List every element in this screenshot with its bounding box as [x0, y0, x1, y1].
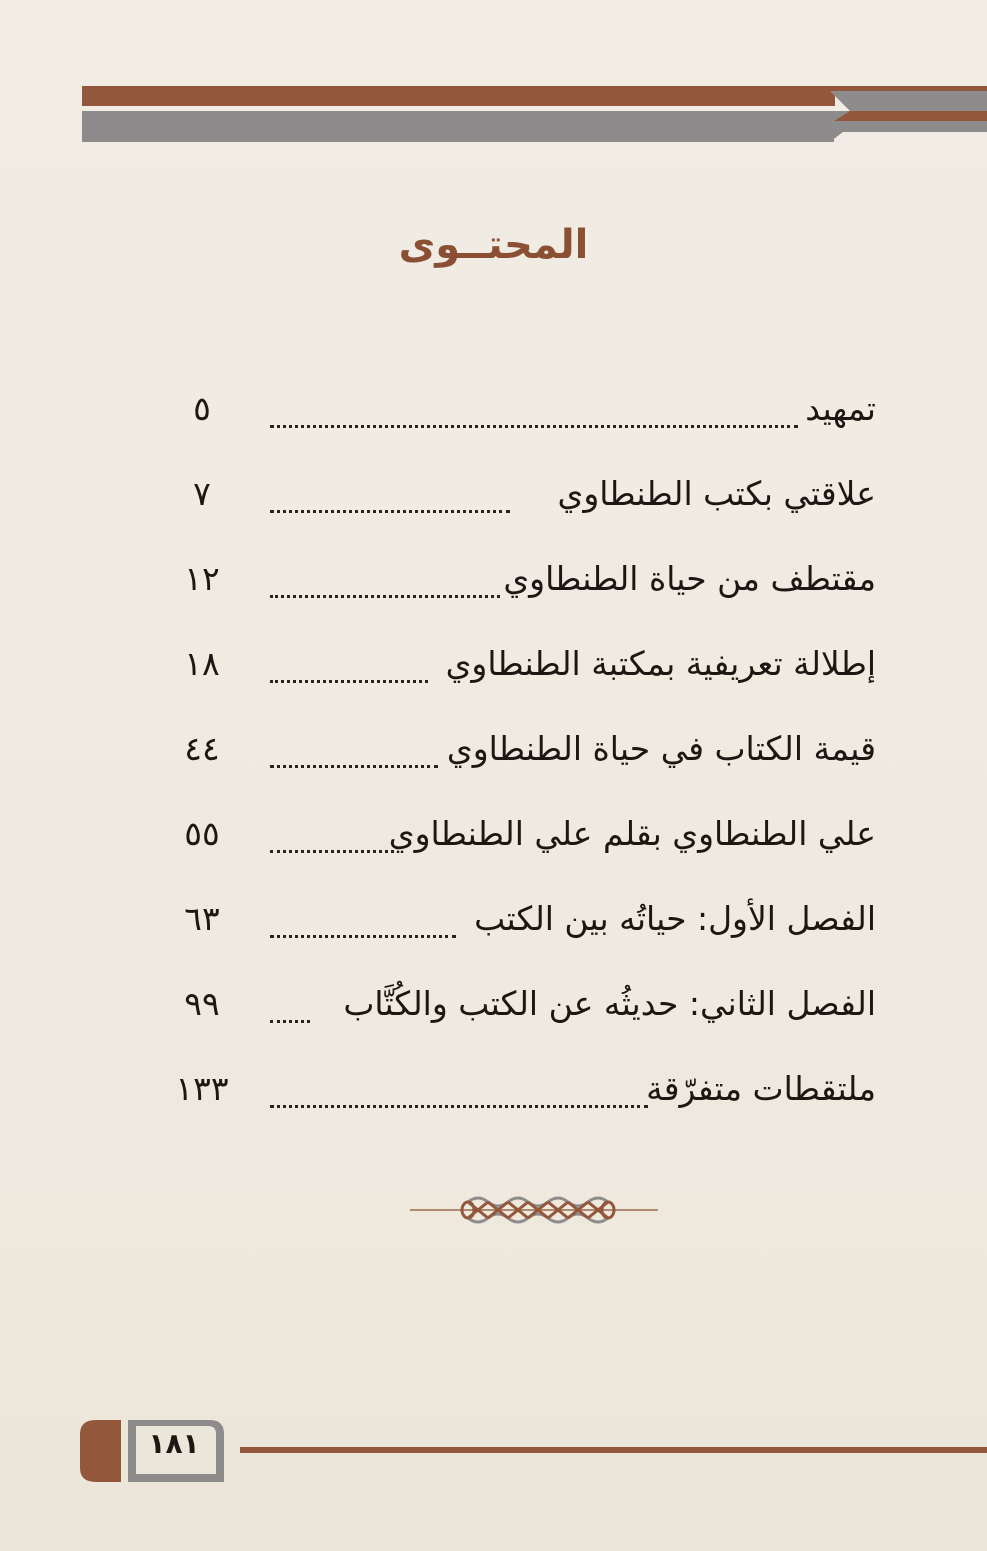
toc-entry-page: ٧ [193, 474, 211, 513]
toc-entry-title: علاقتي بكتب الطنطاوي [557, 474, 876, 513]
toc-entry-page: ٥ [193, 389, 211, 428]
page-number: ١٨١ [148, 1427, 200, 1460]
toc-leader-dots [270, 1016, 310, 1023]
toc-entry [170, 383, 876, 468]
toc-entry-page: ٥٥ [184, 814, 220, 853]
toc-leader-dots [270, 591, 500, 598]
toc-leader-dots [270, 421, 798, 428]
toc-entry-page: ١٨ [184, 644, 220, 683]
toc-leader-dots [270, 761, 438, 768]
toc-leader-dots [270, 676, 428, 683]
toc-entry-title: ملتقطات متفرّقة [646, 1069, 876, 1108]
toc-leader-dots [270, 506, 510, 513]
toc-entry-title: الفصل الثاني: حديثُه عن الكتب والكُتَّاب [343, 984, 876, 1023]
toc-entry-title: قيمة الكتاب في حياة الطنطاوي [446, 729, 876, 768]
toc-entry [170, 468, 876, 553]
toc-entry [170, 723, 876, 808]
toc-entry [170, 808, 876, 893]
toc-entry-page: ٩٩ [184, 984, 220, 1023]
toc-entry-title: إطلالة تعريفية بمكتبة الطنطاوي [445, 644, 876, 683]
toc-entry-title: مقتطف من حياة الطنطاوي [503, 559, 876, 598]
toc-entry-title: تمهيد [805, 389, 876, 428]
toc-entry-title: الفصل الأول: حياتُه بين الكتب [474, 899, 876, 938]
header-decoration [0, 0, 987, 160]
toc-entry [170, 553, 876, 638]
toc-entry [170, 893, 876, 978]
toc-leader-dots [270, 1101, 648, 1108]
toc-entry [170, 1063, 876, 1148]
divider-ornament [410, 1190, 658, 1230]
toc-entry [170, 978, 876, 1063]
toc-entry-page: ٤٤ [184, 729, 220, 768]
table-of-contents [170, 383, 876, 1148]
toc-entry-page: ١٢ [184, 559, 220, 598]
toc-entry [170, 638, 876, 723]
toc-entry-page: ١٣٣ [175, 1069, 229, 1108]
toc-leader-dots [270, 931, 456, 938]
contents-heading: المحتــوى [398, 222, 589, 268]
toc-entry-title: علي الطنطاوي بقلم علي الطنطاوي [388, 814, 876, 853]
toc-entry-page: ٦٣ [184, 899, 220, 938]
toc-leader-dots [270, 846, 394, 853]
